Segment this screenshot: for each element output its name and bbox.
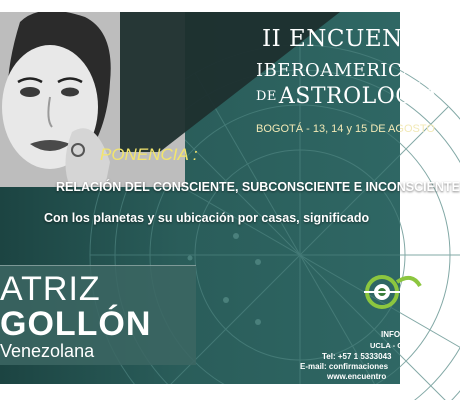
bottom-border — [0, 384, 400, 400]
contact-phone: Tel: +57 1 5333043 — [322, 352, 392, 361]
speaker-nationality: Venezolana — [0, 341, 95, 361]
event-title-line-1: II ENCUENTRO — [262, 26, 456, 52]
ucla-logo-icon — [362, 270, 422, 318]
speaker-last-name: GOLLÓN — [0, 305, 152, 343]
speaker-first-name: ATRIZ — [0, 270, 101, 308]
info-label: INFO — [381, 330, 401, 339]
title-word: ASTROLOGÍA — [278, 84, 439, 109]
talk-topic: RELACIÓN DEL CONSCIENTE, SUBCONSCIENTE E INCONSCIENTE — [56, 180, 460, 194]
event-title-line-3 — [256, 84, 439, 109]
contact-website[interactable]: www.encuentro — [327, 372, 387, 381]
top-border — [0, 0, 400, 12]
title-prefix: DE — [256, 89, 277, 104]
event-dates: BOGOTÁ - 13, 14 y 15 DE AGOSTO — [256, 123, 435, 135]
event-title-line-2: IBEROAMERICANO — [256, 60, 448, 81]
contact-email: E-mail: confirmaciones — [300, 362, 389, 371]
organizer-line: UCLA - C — [370, 341, 403, 350]
talk-subtitle: Con los planetas y su ubicación por casas, significado — [44, 211, 370, 225]
ponencia-label: PONENCIA : — [100, 145, 198, 164]
